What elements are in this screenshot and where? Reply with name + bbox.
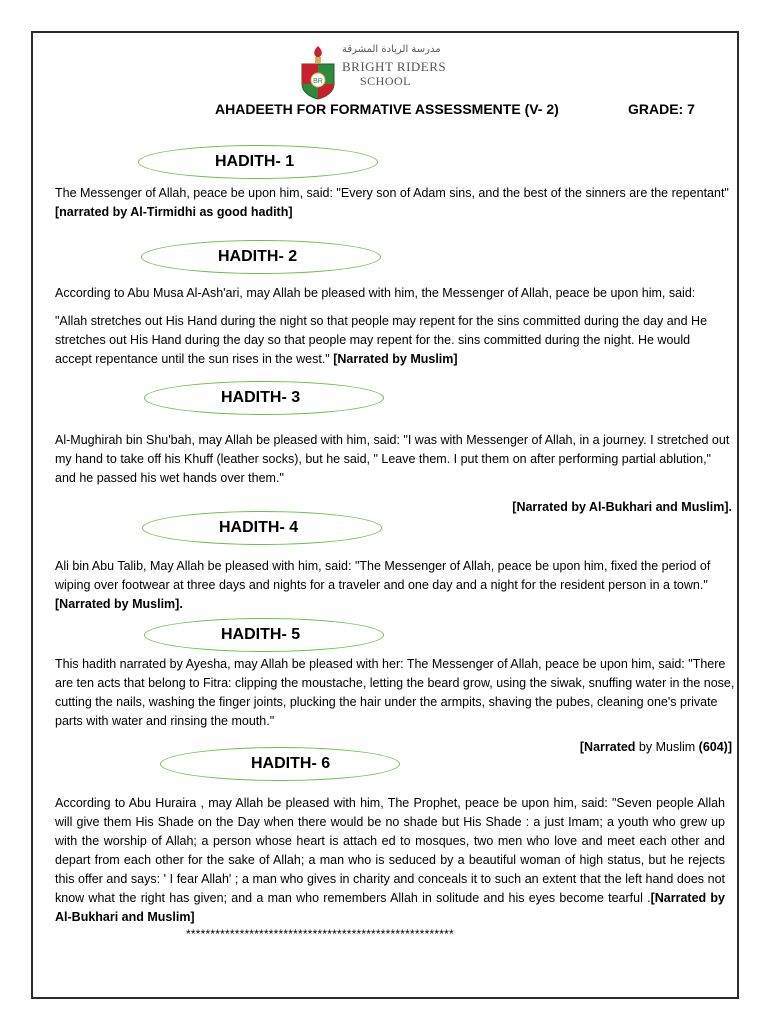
hadith-2-body: "Allah stretches out His Hand during the night so that people may repent for the sins committed during the day and He stretches out His Hand during the day so that people may repent for the. sins committed during the night. He would accept repentance until the sun rises in the west." (55, 314, 708, 366)
hadith-1-text (55, 184, 735, 222)
hadith-5-heading: HADITH- 5 (221, 626, 301, 643)
school-crest-icon (298, 44, 338, 100)
hadith-2-intro: According to Abu Musa Al-Ash'ari, may Allah be pleased with him, the Messenger of Allah, peace be upon him, said: (55, 286, 696, 300)
school-name-arabic: مدرسة الريادة المشرقة (342, 44, 441, 55)
school-name-line2: SCHOOL (360, 74, 412, 88)
hadith-5-reference (580, 740, 732, 754)
hadith-6-heading: HADITH- 6 (251, 755, 331, 772)
hadith-4-body: Ali bin Abu Talib, May Allah be pleased with him, said: "The Messenger of Allah, peace be upon him, fixed the period of wiping over footwear at three days and nights for a traveler and one day and a night for the resident person in a town." (55, 559, 711, 592)
hadith-5-ref-open: [Narrated (579, 740, 636, 754)
hadith-2-heading: HADITH- 2 (218, 248, 298, 265)
hadith-6-body: According to Abu Huraira , may Allah be pleased with him, The Prophet, peace be upon him, said: "Seven people Allah will give them His Shade on the Day when there would be no shade but His Shade : a just Imam; a youth who grew up with the worship of Allah; a person whose heart is attach ed to mosques, two men who love and meet each other and depart from each other for the sake of Allah; a man who is seduced by a beautiful woman of high status, but he rejects this offer and says: ' I fear Allah' ; a man who gives in charity and conceals it to such an extent that the left hand does not know what the right has given; and a man who remembers Allah in solitude and his eyes become tearful . (55, 796, 725, 905)
hadith-6-text (55, 794, 725, 927)
hadith-2-text (55, 312, 723, 369)
hadith-1-body: The Messenger of Allah, peace be upon him, said: "Every son of Adam sins, and the best of the sinners are the repentant" (55, 186, 729, 200)
hadith-4-text (55, 557, 735, 614)
hadith-3-heading: HADITH- 3 (221, 389, 301, 406)
school-logo (298, 44, 447, 100)
grade-label: GRADE: 7 (628, 101, 695, 117)
hadith-4-heading: HADITH- 4 (219, 519, 299, 536)
hadith-5-text: This hadith narrated by Ayesha, may Allah be pleased with her: The Messenger of Allah, peace be upon him, said: "There are ten acts that belong to Fitra: clipping the moustache, letting the beard grow, using the siwak, snuffing water in the nose, cutting the nails, washing the finger joints, plucking the hair under the armpits, shaving the pubes, cleaning one's private parts with water and rinsing the mouth." (55, 657, 735, 728)
footer-separator: ******************************************************* (186, 927, 454, 941)
hadith-5-ref-mid: by Muslim (635, 740, 699, 754)
hadith-6-reference: [Narrated by Al-Bukhari and Muslim] (55, 891, 725, 924)
hadith-4-reference: [Narrated by Muslim]. (55, 597, 183, 611)
hadith-3-reference: [Narrated by Al-Bukhari and Muslim]. (512, 500, 732, 514)
hadith-3-text: Al-Mughirah bin Shu'bah, may Allah be pleased with him, said: "I was with Messenger of Allah, in a journey. I stretched out my hand to take off his Khuff (leather socks), but he said, " Leave them. I put them on after performing partial ablution," and he passed his wet hands over them." (55, 433, 730, 485)
svg-text:BR: BR (313, 78, 323, 85)
hadith-1-heading: HADITH- 1 (215, 153, 295, 170)
hadith-5-ref-close: (604)] (698, 740, 732, 754)
hadith-2-reference: [Narrated by Muslim] (333, 352, 458, 366)
document-title: AHADEETH FOR FORMATIVE ASSESSMENTE (V- 2) (215, 101, 559, 117)
hadith-1-reference: [narrated by Al-Tirmidhi as good hadith] (55, 205, 293, 219)
school-name-line1: BRIGHT RIDERS (342, 59, 447, 74)
